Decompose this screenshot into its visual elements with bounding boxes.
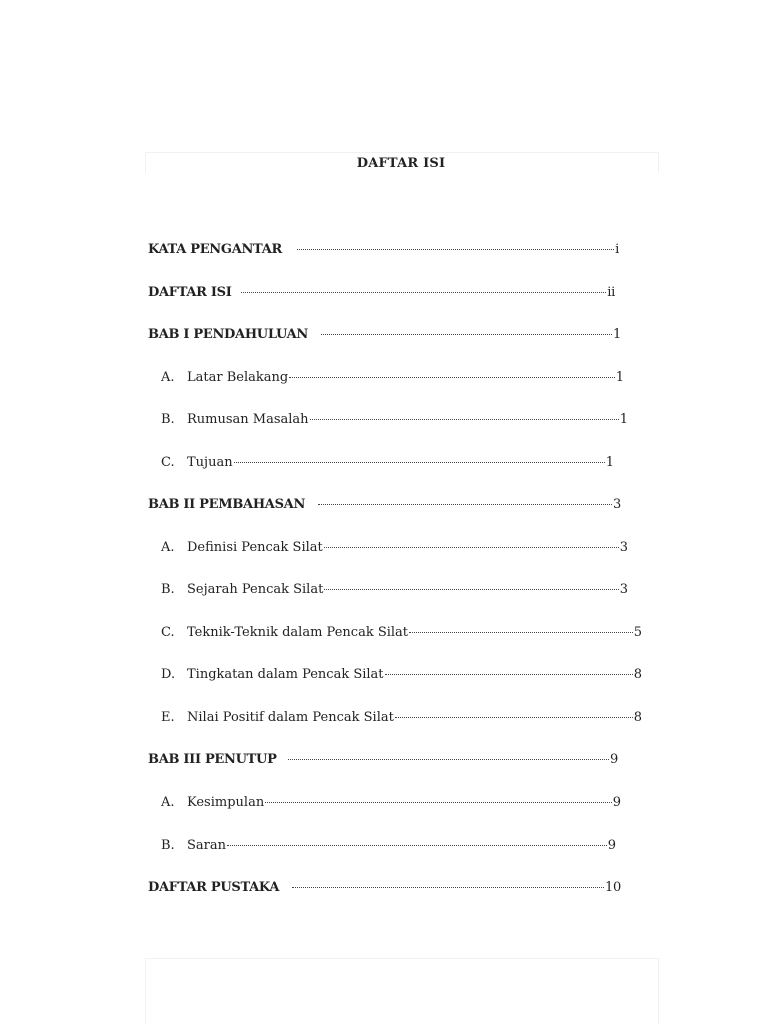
toc-entry-label: BAB I PENDAHULUAN [148,327,308,342]
toc-entry-page: 9 [607,838,616,853]
toc-dot-leader [265,802,612,803]
toc-dot-leader [241,292,607,293]
toc-dot-leader [289,377,615,378]
toc-entry-kesimpulan [161,794,621,812]
toc-entry-page: 3 [619,540,628,555]
toc-entry-tingkatan [161,666,642,684]
toc-entry-marker: B. [161,838,175,853]
toc-entry-label: Latar Belakang [187,370,289,385]
toc-entry-label: Rumusan Masalah [187,412,309,427]
toc-entry-kata-pengantar [148,241,619,259]
toc-entry-marker: E. [161,710,175,725]
toc-entry-label: Tingkatan dalam Pencak Silat [187,667,384,682]
toc-entry-page: 5 [633,625,642,640]
toc-entry-marker: B. [161,412,175,427]
toc-entry-label: BAB II PEMBAHASAN [148,497,306,512]
toc-entry-page: 8 [633,667,642,682]
toc-entry-label: Kesimpulan [187,795,265,810]
toc-entry-label: Definisi Pencak Silat [187,540,323,555]
toc-entry-page: 10 [605,880,621,895]
toc-entry-page: 8 [633,710,642,725]
toc-dot-leader [385,674,633,675]
toc-entry-marker: A. [161,370,175,385]
toc-dot-leader [409,632,633,633]
toc-dot-leader [321,334,612,335]
toc-entry-bab-i [148,326,621,344]
toc-entry-label: BAB III PENUTUP [148,752,277,767]
toc-entry-daftar-isi [148,284,615,302]
toc-entry-page: 3 [619,582,628,597]
toc-entry-daftar-pustaka [148,879,621,897]
document-title: DAFTAR ISI [356,156,446,171]
toc-entry-tujuan [161,454,614,472]
toc-entry-bab-iii [148,751,618,769]
toc-entry-sejarah [161,581,628,599]
toc-entry-label: Teknik-Teknik dalam Pencak Silat [187,625,409,640]
toc-entry-page: 1 [605,455,614,470]
toc-dot-leader [318,504,612,505]
toc-entry-definisi [161,539,628,557]
toc-entry-marker: D. [161,667,176,682]
toc-entry-label: DAFTAR ISI [148,285,232,300]
toc-entry-latar-belakang [161,369,624,387]
page-sheet-next [145,958,659,1024]
toc-entry-label: Tujuan [187,455,233,470]
toc-entry-teknik [161,624,642,642]
toc-entry-page: 9 [610,752,618,767]
toc-entry-page: 3 [613,497,621,512]
toc-entry-page: 1 [613,327,621,342]
toc-entry-marker: A. [161,795,175,810]
toc-dot-leader [310,419,619,420]
toc-dot-leader [297,249,614,250]
toc-entry-label: Saran [187,838,226,853]
toc-entry-marker: C. [161,455,175,470]
toc-dot-leader [395,717,633,718]
toc-dot-leader [324,547,619,548]
toc-entry-marker: A. [161,540,175,555]
toc-entry-nilai-positif [161,709,642,727]
toc-entry-page: 1 [619,412,628,427]
toc-dot-leader [227,845,607,846]
toc-entry-page: i [615,242,619,257]
toc-dot-leader [292,887,604,888]
toc-dot-leader [324,589,618,590]
toc-entry-page: ii [607,285,615,300]
toc-entry-label: KATA PENGANTAR [148,242,283,257]
toc-entry-marker: B. [161,582,175,597]
toc-entry-bab-ii [148,496,621,514]
toc-entry-label: Sejarah Pencak Silat [187,582,324,597]
toc-entry-rumusan-masalah [161,411,628,429]
toc-entry-page: 9 [612,795,621,810]
toc-dot-leader [234,462,605,463]
toc-dot-leader [288,759,609,760]
toc-entry-label: Nilai Positif dalam Pencak Silat [187,710,394,725]
toc-entry-page: 1 [615,370,624,385]
toc-entry-label: DAFTAR PUSTAKA [148,880,280,895]
toc-entry-saran [161,837,616,855]
toc-entry-marker: C. [161,625,175,640]
